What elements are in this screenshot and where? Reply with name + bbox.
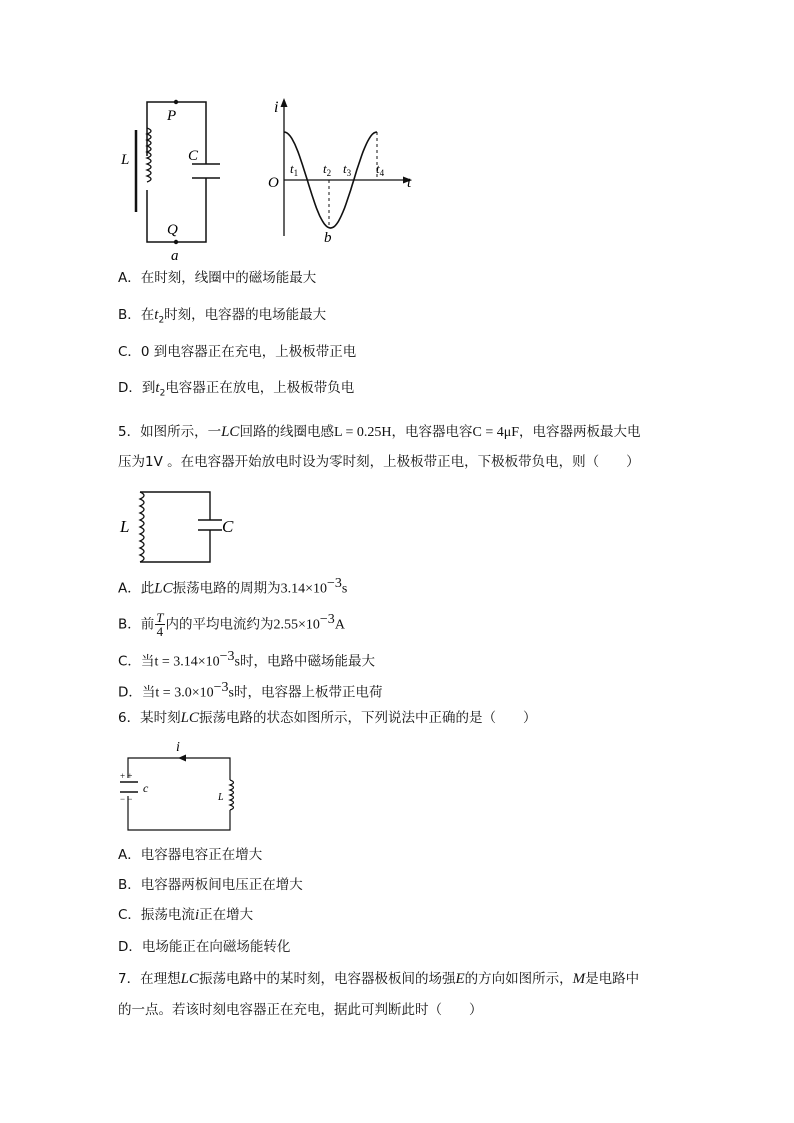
tick-t1: $t_1$ bbox=[290, 161, 299, 178]
q6-stem: 6．某时刻LC振荡电路的状态如图所示，下列说法中正确的是（ ） bbox=[118, 710, 537, 726]
q6-option-d: D．电场能正在向磁场能转化 bbox=[118, 939, 291, 955]
q7-stem-line2: 的一点。若该时刻电容器正在充电，据此可判断此时（ ） bbox=[118, 1002, 483, 1018]
q7-stem-line1: 7．在理想LC振荡电路中的某时刻，电容器极板间的场强E的方向如图所示，M是电路中 bbox=[118, 971, 640, 987]
lc-circuit-diagram-1 bbox=[110, 92, 220, 262]
q5-option-c: C．当$t = 3.14\times 10^{-3}s$时，电路中磁场能最大 bbox=[118, 649, 375, 670]
q5-stem-line1: 5．如图所示，一LC回路的线圈电感L = 0.25H，电容器电容C = 4μF，电容器两板最大电 bbox=[118, 424, 641, 440]
q6-option-b: B．电容器两板间电压正在增大 bbox=[118, 877, 303, 893]
current-label-i: i bbox=[176, 740, 180, 755]
plus-charges: + + bbox=[120, 771, 133, 781]
minus-charges: − − bbox=[120, 794, 133, 804]
label-a: a bbox=[171, 248, 179, 264]
q5-option-b: B．前 $\frac{T}{4}$ 内的平均电流约为$2.55\times 10^{-3}A$ bbox=[118, 610, 345, 639]
q4-option-d: D．到$t_2$电容器正在放电，上极板带负电 bbox=[118, 380, 355, 399]
lc-circuit-diagram-2 bbox=[118, 488, 248, 568]
q4-option-c: C．0 到电容器正在充电，上极板带正电 bbox=[118, 344, 357, 360]
current-time-graph bbox=[262, 96, 422, 246]
q4-option-a: A．在时刻，线圈中的磁场能最大 bbox=[118, 270, 317, 286]
axis-t: t bbox=[407, 175, 412, 191]
q5-stem-line2: 压为1V 。在电容器开始放电时设为零时刻，上极板带正电，下极板带负电，则（ ） bbox=[118, 454, 640, 470]
axis-i: i bbox=[274, 99, 279, 116]
q5-option-a: A．此LC振荡电路的周期为$3.14\times 10^{-3}s$ bbox=[118, 576, 348, 597]
point-b: b bbox=[324, 230, 332, 246]
label-C: C bbox=[222, 517, 234, 536]
q6-option-a: A．电容器电容正在增大 bbox=[118, 847, 263, 863]
q4-option-b: B．在$t_2$时刻，电容器的电场能最大 bbox=[118, 307, 327, 326]
label-L: L bbox=[120, 517, 130, 536]
label-L: L bbox=[121, 152, 130, 168]
label-c: c bbox=[143, 781, 149, 795]
label-C: C bbox=[188, 148, 199, 164]
origin-O: O bbox=[268, 175, 279, 191]
tick-t3: $t_3$ bbox=[343, 161, 352, 178]
q5-option-d: D．当$t = 3.0\times 10^{-3}s$时，电容器上板带正电荷 bbox=[118, 680, 383, 701]
fraction-T-over-4: $\frac{T}{4}$ bbox=[156, 610, 164, 639]
lc-circuit-diagram-3 bbox=[118, 738, 248, 834]
label-L: L bbox=[218, 792, 224, 803]
label-P: P bbox=[167, 108, 177, 124]
q6-option-c: C．振荡电流i正在增大 bbox=[118, 907, 254, 923]
tick-t2: $t_2$ bbox=[323, 161, 332, 178]
label-Q: Q bbox=[167, 222, 178, 238]
tick-t4: $t_4$ bbox=[376, 161, 385, 178]
